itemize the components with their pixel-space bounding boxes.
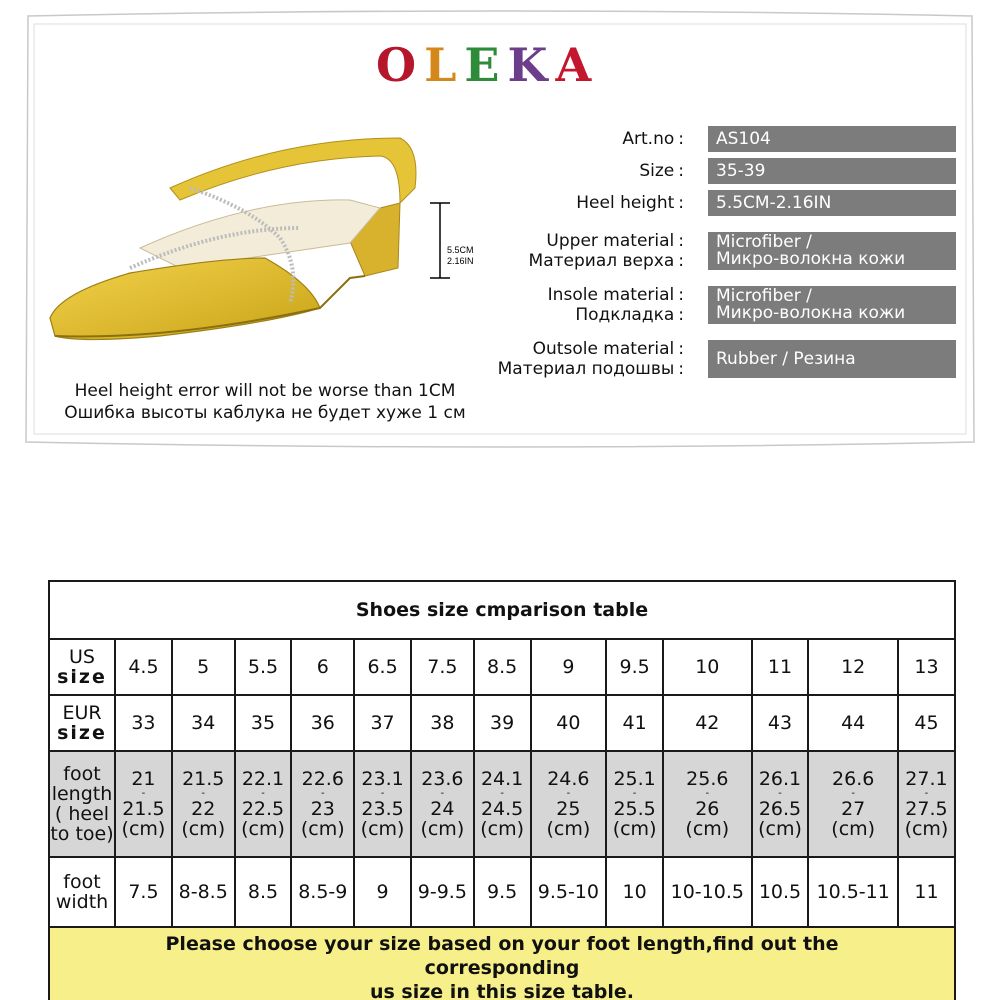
spec-label-line (529, 251, 684, 271)
spec-value-line: Rubber / Резина (716, 348, 856, 369)
spec-value-line: 5.5CM-2.16IN (716, 192, 832, 213)
length-from: 22.6 (301, 768, 344, 790)
colon: : (678, 193, 684, 213)
length-dash: - (705, 788, 710, 799)
spec-label (470, 126, 690, 152)
length-from: 22.1 (241, 768, 285, 790)
length-unit: (cm) (758, 818, 802, 840)
spec-label-text: Size (639, 161, 675, 181)
length-unit: (cm) (546, 818, 591, 840)
length-from: 24.6 (547, 768, 590, 790)
length-to: 22.5 (241, 798, 285, 820)
foot-length-cell (115, 751, 172, 857)
length-from: 21.5 (182, 768, 225, 790)
us-size-row (49, 639, 955, 695)
foot-width-cell: 9-9.5 (411, 857, 474, 927)
colon: : (678, 161, 684, 181)
row-header-line: EUR (62, 702, 102, 724)
length-from: 27.1 (905, 768, 948, 790)
colon: : (678, 129, 684, 149)
row-header-width (49, 857, 115, 927)
length-dash: - (440, 788, 445, 799)
foot-width-row (49, 857, 955, 927)
spec-label-line (546, 231, 684, 251)
shoe-image (20, 108, 480, 358)
brand-logo (376, 30, 597, 90)
length-to: 27.5 (905, 798, 948, 820)
us-size-cell: 5.5 (235, 639, 292, 695)
spec-label-line (575, 305, 684, 325)
length-from: 25.6 (686, 768, 729, 790)
foot-length-cell (354, 751, 411, 857)
brand-letter: K (507, 38, 554, 92)
length-dash: - (566, 788, 571, 799)
length-dash: - (924, 788, 929, 799)
foot-length-cell (898, 751, 955, 857)
eur-size-cell: 36 (291, 695, 354, 751)
colon: : (678, 251, 684, 271)
eur-size-cell: 34 (172, 695, 235, 751)
eur-size-cell: 38 (411, 695, 474, 751)
brand-letter: E (464, 38, 506, 92)
length-to: 24.5 (480, 798, 524, 820)
spec-label-text: Outsole material (532, 339, 675, 359)
length-dash: - (201, 788, 206, 799)
foot-length-cell (808, 751, 897, 857)
eur-size-cell: 37 (354, 695, 411, 751)
row-header-eur (49, 695, 115, 751)
foot-width-cell: 9.5 (474, 857, 531, 927)
spec-label-text: Материал верха (528, 251, 675, 271)
spec-label (470, 286, 690, 324)
eur-size-cell: 42 (663, 695, 752, 751)
length-unit: (cm) (420, 818, 465, 840)
foot-length-cell (663, 751, 752, 857)
spec-label-line (622, 129, 684, 149)
length-to: 26 (695, 798, 720, 820)
foot-width-cell: 8.5 (235, 857, 292, 927)
row-header-line: length (51, 783, 113, 805)
foot-length-cell (291, 751, 354, 857)
length-dash: - (380, 788, 385, 799)
eur-size-cell: 44 (808, 695, 897, 751)
heel-note (30, 380, 500, 424)
row-header-line: width (55, 891, 109, 913)
length-dash: - (851, 788, 855, 799)
heel-note-ru: Ошибка высоты каблука не будет хуже 1 см (64, 403, 466, 423)
length-dash: - (261, 788, 265, 799)
spec-label-line (576, 193, 684, 213)
foot-length-cell (411, 751, 474, 857)
spec-label-text: Art.no (622, 129, 675, 149)
foot-width-cell: 8.5-9 (291, 857, 354, 927)
spec-label-text: Insole material (547, 285, 675, 305)
foot-width-cell: 9.5-10 (531, 857, 607, 927)
length-to: 22 (191, 798, 216, 820)
brand-letter: O (376, 38, 423, 92)
spec-value (708, 190, 956, 216)
colon: : (678, 359, 684, 379)
spec-label-text: Upper material (546, 231, 675, 251)
length-to: 27 (841, 798, 866, 820)
spec-row (470, 340, 956, 378)
us-size-cell: 10 (663, 639, 752, 695)
length-to: 21.5 (122, 798, 165, 820)
us-size-cell: 12 (808, 639, 897, 695)
spec-value-line: AS104 (716, 128, 771, 149)
spec-label (470, 232, 690, 270)
spec-value-line: Микро-волокна кожи (716, 303, 906, 323)
spec-row (470, 190, 956, 216)
row-header-line: size (57, 666, 107, 688)
spec-label-line (533, 339, 684, 359)
us-size-cell: 6 (291, 639, 354, 695)
spec-row (470, 232, 956, 270)
spec-row (470, 286, 956, 324)
colon: : (678, 285, 684, 305)
spec-row (470, 126, 956, 152)
row-header-line: foot (63, 871, 101, 893)
row-header-line: US (69, 646, 95, 668)
brand-letter: A (555, 38, 598, 92)
length-to: 23 (310, 798, 335, 820)
spec-row (470, 158, 956, 184)
length-dash: - (632, 788, 637, 799)
eur-size-cell: 45 (898, 695, 955, 751)
spec-label-text: Материал подошвы (497, 359, 675, 379)
spec-label-line (639, 161, 684, 181)
colon: : (678, 231, 684, 251)
spec-label-text: Подкладка (575, 305, 675, 325)
eur-size-cell: 40 (531, 695, 607, 751)
length-unit: (cm) (480, 818, 525, 840)
foot-length-cell (474, 751, 531, 857)
spec-label-line (498, 359, 684, 379)
eur-size-cell: 33 (115, 695, 172, 751)
length-to: 26.5 (758, 798, 802, 820)
spec-value-line: Microfiber / (716, 232, 812, 252)
length-to: 25.5 (613, 798, 656, 820)
us-size-cell: 11 (752, 639, 809, 695)
row-header-line: to toe) (50, 823, 114, 845)
foot-width-cell: 10.5-11 (808, 857, 897, 927)
foot-width-cell: 9 (354, 857, 411, 927)
us-size-cell: 13 (898, 639, 955, 695)
length-to: 25 (556, 798, 581, 820)
length-unit: (cm) (181, 818, 226, 840)
length-from: 26.6 (832, 768, 875, 790)
length-to: 23.5 (361, 798, 404, 820)
foot-length-cell (606, 751, 663, 857)
length-from: 26.1 (758, 768, 802, 790)
row-header-length (49, 751, 115, 857)
length-to: 24 (430, 798, 455, 820)
length-unit: (cm) (300, 818, 345, 840)
spec-label-line (548, 285, 684, 305)
spec-value (708, 232, 956, 270)
length-from: 24.1 (480, 768, 524, 790)
foot-length-cell (531, 751, 607, 857)
spec-label-text: Heel height (576, 193, 675, 213)
size-advice-line: Please choose your size based on your foot length,find out the corresponding (165, 933, 839, 979)
spec-label (470, 190, 690, 216)
length-unit: (cm) (612, 818, 657, 840)
length-dash: - (141, 788, 146, 799)
length-unit: (cm) (241, 818, 285, 840)
length-from: 23.1 (361, 768, 404, 790)
us-size-cell: 7.5 (411, 639, 474, 695)
row-header-us (49, 639, 115, 695)
row-header-line: size (57, 722, 107, 744)
eur-size-cell: 35 (235, 695, 292, 751)
spec-value (708, 158, 956, 184)
us-size-cell: 9.5 (606, 639, 663, 695)
us-size-cell: 6.5 (354, 639, 411, 695)
brand-letter: L (424, 38, 463, 92)
spec-value-line: 35-39 (716, 160, 766, 181)
heel-note-en: Heel height error will not be worse than 1CM (74, 381, 456, 401)
row-header-line: foot (63, 763, 101, 785)
foot-length-cell (752, 751, 809, 857)
length-dash: - (500, 788, 504, 799)
length-unit: (cm) (831, 818, 876, 840)
size-advice-line: us size in this size table. (369, 981, 635, 1000)
foot-length-cell (235, 751, 292, 857)
spec-value (708, 286, 956, 324)
foot-width-cell: 10.5 (752, 857, 809, 927)
eur-size-row (49, 695, 955, 751)
spec-label (470, 340, 690, 378)
spec-value (708, 340, 956, 378)
spec-value-line: Microfiber / (716, 286, 812, 306)
length-unit: (cm) (360, 818, 405, 840)
row-header-line: ( heel (54, 803, 110, 825)
colon: : (678, 305, 684, 325)
foot-width-cell: 8-8.5 (172, 857, 235, 927)
us-size-cell: 4.5 (115, 639, 172, 695)
heel-height-inch: 2.16IN (447, 256, 474, 266)
length-unit: (cm) (904, 818, 949, 840)
foot-width-cell: 7.5 (115, 857, 172, 927)
spec-value-line: Микро-волокна кожи (716, 249, 906, 269)
length-from: 21 (131, 768, 156, 790)
foot-length-row (49, 751, 955, 857)
length-from: 25.1 (613, 768, 656, 790)
eur-size-cell: 43 (752, 695, 809, 751)
foot-width-cell: 11 (898, 857, 955, 927)
eur-size-cell: 41 (606, 695, 663, 751)
foot-width-cell: 10 (606, 857, 663, 927)
colon: : (678, 339, 684, 359)
eur-size-cell: 39 (474, 695, 531, 751)
spec-label (470, 158, 690, 184)
foot-width-cell: 10-10.5 (663, 857, 752, 927)
us-size-cell: 8.5 (474, 639, 531, 695)
size-comparison-table (48, 580, 956, 1000)
length-dash: - (320, 788, 325, 799)
table-title: Shoes size cmparison table (49, 581, 955, 639)
length-unit: (cm) (121, 818, 166, 840)
length-dash: - (778, 788, 782, 799)
spec-value (708, 126, 956, 152)
us-size-cell: 5 (172, 639, 235, 695)
foot-length-cell (172, 751, 235, 857)
length-from: 23.6 (421, 768, 464, 790)
size-advice-note (49, 927, 955, 1000)
us-size-cell: 9 (531, 639, 607, 695)
heel-height-cm: 5.5CM (447, 245, 474, 255)
length-unit: (cm) (685, 818, 730, 840)
